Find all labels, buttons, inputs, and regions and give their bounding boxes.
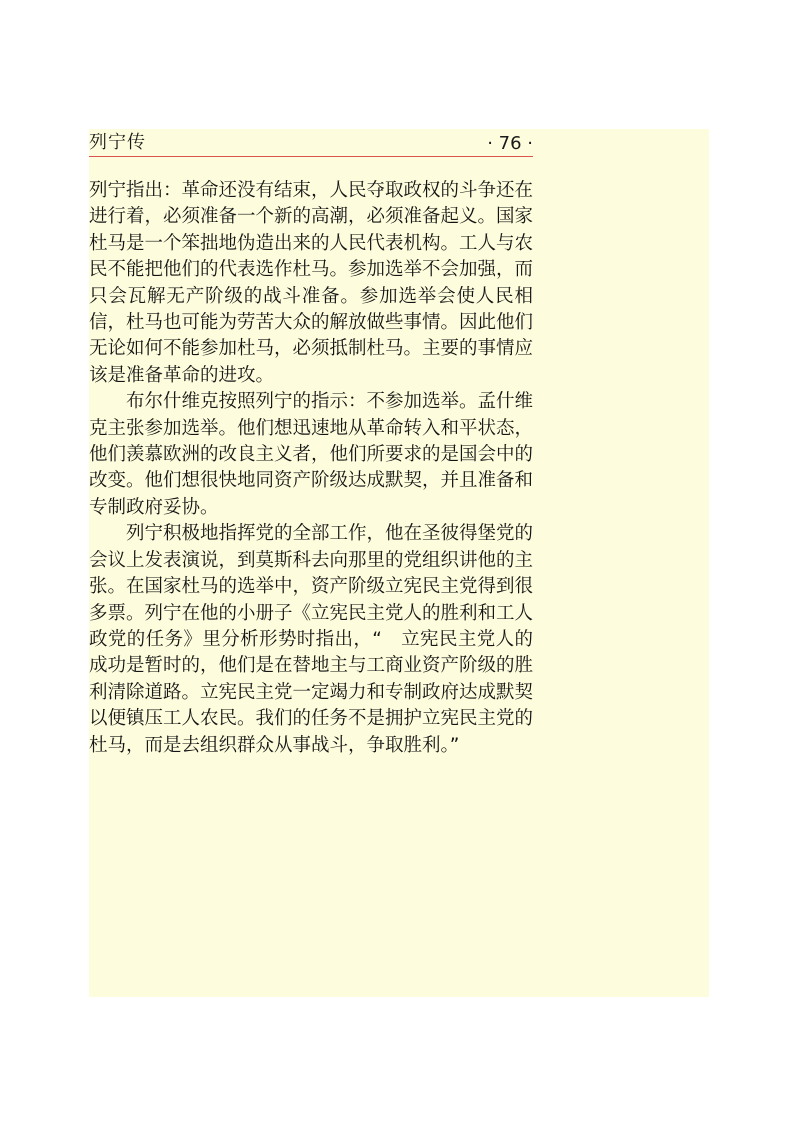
running-title: 列宁传	[89, 132, 146, 153]
body-text	[89, 178, 533, 759]
paragraph-2: 布尔什维克按照列宁的指示：不参加选举。孟什维克主张参加选举。他们想迅速地从革命转入和平状态，他们羡慕欧洲的改良主义者，他们所要求的是国会中的改变。他们想很快地同资产阶级达成默契，并且准备和专制政府妥协。	[89, 391, 534, 518]
paragraph-1: 列宁指出：革命还没有结束，人民夺取政权的斗争还在进行着，必须准备一个新的高潮，必须准备起义。国家杜马是一个笨拙地伪造出来的人民代表机构。工人与农民不能把他们的代表选作杜马。参加选举不会加强，而只会瓦解无产阶级的战斗准备。参加选举会使人民相信，杜马也可能为劳苦大众的解放做些事情。因此他们无论如何不能参加杜马，必须抵制杜马。主要的事情应该是准备革命的进攻。	[89, 180, 534, 386]
paragraph-3: 列宁积极地指挥党的全部工作，他在圣彼得堡党的会议上发表演说，到莫斯科去向那里的党组织讲他的主张。在国家杜马的选举中，资产阶级立宪民主党得到很多票。列宁在他的小册子《立宪民主党人的胜利和工人政党的任务》里分析形势时指出，“ 立宪民主党人的成功是暂时的，他们是在替地主与工商业资产阶级的胜利清除道路。立宪民主党一定竭力和专制政府达成默契以便镇压工人农民。我们的任务不是拥护立宪民主党的杜马，而是去组织群众从事战斗，争取胜利。”	[89, 523, 534, 756]
page-number: · 76 ·	[487, 133, 533, 154]
page-header	[89, 130, 533, 157]
